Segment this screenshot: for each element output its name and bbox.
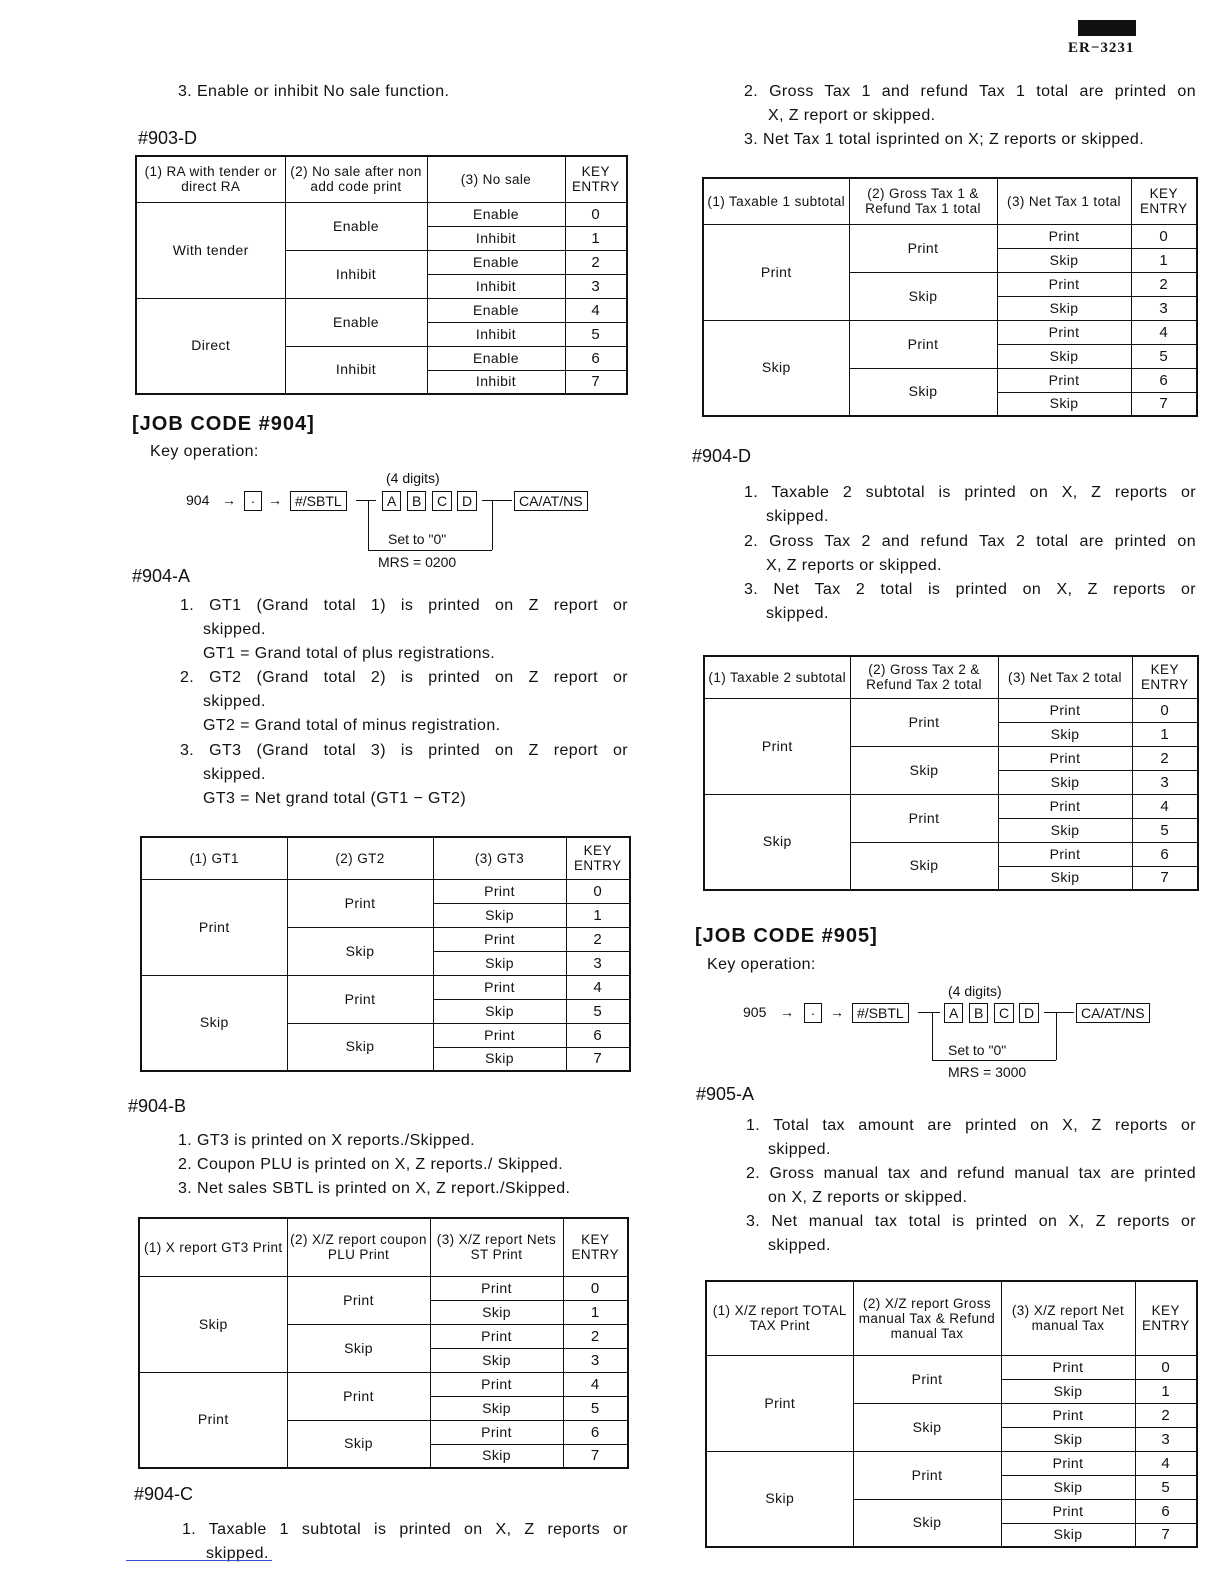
sbtl-key: #/SBTL (852, 1003, 909, 1023)
key-entry: 0 (1132, 698, 1198, 722)
key-entry: 1 (1131, 248, 1197, 272)
cell: Print (997, 224, 1131, 248)
col-header-2: (2) X/Z report Gross manual Tax & Refund manual Tax (853, 1281, 1001, 1355)
item-905a-1-cont: skipped. (768, 1141, 831, 1158)
col-header-3: (3) Net Tax 2 total (998, 656, 1132, 698)
cell: Skip (703, 320, 849, 416)
digits-label: (4 digits) (386, 470, 440, 486)
col-header-key: KEY ENTRY (565, 156, 627, 202)
cell: Print (853, 1451, 1001, 1499)
cell: Print (287, 975, 433, 1023)
cell: Print (430, 1324, 563, 1348)
item-904a-3-note: GT3 = Net grand total (GT1 − GT2) (203, 790, 467, 807)
connector-line (492, 500, 493, 550)
cell: Print (1001, 1403, 1135, 1427)
cell: Skip (433, 1047, 566, 1071)
arrow-icon: → (780, 1004, 794, 1020)
cell: Print (998, 794, 1132, 818)
col-header-3: (3) X/Z report Nets ST Print (430, 1218, 563, 1276)
key-entry: 7 (563, 1444, 628, 1468)
section-title-905a: #905-A (696, 1084, 755, 1104)
key-entry: 2 (566, 927, 630, 951)
mrs-label: MRS = 0200 (378, 554, 457, 570)
cell: Skip (997, 248, 1131, 272)
key-entry: 5 (563, 1396, 628, 1420)
cell: Skip (997, 392, 1131, 416)
cell: Skip (998, 866, 1132, 890)
cell: Skip (998, 770, 1132, 794)
cell: Print (997, 368, 1131, 392)
item-904d-1-cont: skipped. (766, 508, 829, 525)
set-to-zero-label: Set to "0" (388, 531, 447, 547)
item-904d-1: 1. Taxable 2 subtotal is printed on X, Z reports or (744, 484, 1196, 501)
cell: Print (706, 1355, 853, 1451)
cell: Print (850, 794, 998, 842)
cell: Print (849, 224, 997, 272)
cell: Print (1001, 1499, 1135, 1523)
col-header-1: (1) X/Z report TOTAL TAX Print (706, 1281, 853, 1355)
cell: Skip (850, 746, 998, 794)
item-905a-2: 2. Gross manual tax and refund manual tax are printed (746, 1165, 1196, 1182)
cell: Skip (287, 1023, 433, 1071)
item-903-3: 3. Enable or inhibit No sale function. (178, 83, 450, 100)
cell: Skip (706, 1451, 853, 1547)
key-entry: 1 (563, 1300, 628, 1324)
item-904a-2-note: GT2 = Grand total of minus registration. (203, 717, 501, 734)
cell: Skip (433, 903, 566, 927)
col-header-key: KEY ENTRY (1131, 178, 1197, 224)
cell: Skip (430, 1348, 563, 1372)
digit-c-key: C (432, 491, 452, 511)
job-code-904-title: [JOB CODE #904] (132, 413, 315, 435)
section-title-904c: #904-C (134, 1484, 194, 1504)
col-header-1: (1) GT1 (141, 837, 287, 879)
connector-line (1044, 1012, 1074, 1013)
ca-at-ns-key: CA/AT/NS (514, 491, 588, 511)
section-title-903d: #903-D (138, 128, 198, 148)
key-entry: 6 (1131, 368, 1197, 392)
cell: Skip (433, 999, 566, 1023)
cell: Skip (997, 296, 1131, 320)
key-entry: 5 (1132, 818, 1198, 842)
cell: Print (287, 1276, 430, 1324)
item-904a-1: 1. GT1 (Grand total 1) is printed on Z report or (180, 597, 628, 614)
cell: Skip (853, 1499, 1001, 1547)
cell: Print (849, 320, 997, 368)
cell: Print (997, 272, 1131, 296)
col-header-2: (2) Gross Tax 1 & Refund Tax 1 total (849, 178, 997, 224)
cell: Skip (141, 975, 287, 1071)
connector-line (368, 500, 369, 550)
set-to-zero-label: Set to "0" (948, 1042, 1007, 1058)
cell: Print (430, 1276, 563, 1300)
cell: Inhibit (427, 322, 565, 346)
job-code-number: 905 (743, 1004, 767, 1020)
connector-line (932, 1060, 1056, 1061)
cell: Print (433, 1023, 566, 1047)
col-header-1: (1) X report GT3 Print (139, 1218, 287, 1276)
col-header-key: KEY ENTRY (566, 837, 630, 879)
cell: Skip (1001, 1475, 1135, 1499)
cell: Skip (433, 951, 566, 975)
digit-d-key: D (1019, 1003, 1039, 1023)
key-entry: 6 (565, 346, 627, 370)
footnote-rule (126, 1560, 272, 1561)
item-904d-3: 3. Net Tax 2 total is printed on X, Z reports or (744, 581, 1196, 598)
cell: Skip (287, 1324, 430, 1372)
cell: Enable (427, 346, 565, 370)
digit-d-key: D (457, 491, 477, 511)
cell: With tender (136, 202, 285, 298)
cell: Skip (997, 344, 1131, 368)
col-header-3: (3) GT3 (433, 837, 566, 879)
key-entry: 3 (1135, 1427, 1197, 1451)
model-number: ER−3231 (1068, 40, 1135, 56)
key-entry: 0 (565, 202, 627, 226)
cell: Enable (285, 202, 427, 250)
arrow-icon: → (222, 492, 236, 508)
key-entry: 1 (566, 903, 630, 927)
key-entry: 3 (565, 274, 627, 298)
cell: Print (433, 879, 566, 903)
cell: Inhibit (427, 226, 565, 250)
digit-b-key: B (407, 491, 426, 511)
cell: Print (703, 224, 849, 320)
mrs-label: MRS = 3000 (948, 1064, 1027, 1080)
key-operation-label: Key operation: (150, 443, 259, 460)
key-entry: 7 (1135, 1523, 1197, 1547)
cell: Skip (287, 1420, 430, 1468)
arrow-icon: → (268, 492, 282, 508)
col-header-key: KEY ENTRY (1132, 656, 1198, 698)
item-904c-2: 2. Gross Tax 1 and refund Tax 1 total are printed on (744, 83, 1196, 100)
connector-line (1056, 1012, 1057, 1060)
key-entry: 6 (563, 1420, 628, 1444)
key-entry: 2 (565, 250, 627, 274)
cell: Print (433, 927, 566, 951)
connector-line (482, 500, 512, 501)
item-905a-1: 1. Total tax amount are printed on X, Z reports or (746, 1117, 1196, 1134)
connector-line (932, 1012, 933, 1060)
arrow-icon: → (830, 1004, 844, 1020)
key-entry: 0 (566, 879, 630, 903)
key-operation-label: Key operation: (707, 956, 816, 973)
digit-a-key: A (382, 491, 401, 511)
cell: Print (998, 746, 1132, 770)
key-entry: 0 (1131, 224, 1197, 248)
cell: Inhibit (427, 370, 565, 394)
key-entry: 6 (1132, 842, 1198, 866)
table-904a (140, 836, 631, 1072)
cell: Direct (136, 298, 285, 394)
key-entry: 5 (1131, 344, 1197, 368)
cell: Skip (139, 1276, 287, 1372)
col-header-2: (2) No sale after non add code print (285, 156, 427, 202)
key-entry: 4 (566, 975, 630, 999)
col-header-key: KEY ENTRY (563, 1218, 628, 1276)
cell: Skip (430, 1300, 563, 1324)
cell: Print (287, 879, 433, 927)
digit-a-key: A (944, 1003, 963, 1023)
col-header-2: (2) GT2 (287, 837, 433, 879)
item-904c-3: 3. Net Tax 1 total isprinted on X; Z reports or skipped. (744, 131, 1145, 148)
col-header-1: (1) Taxable 2 subtotal (704, 656, 850, 698)
key-entry: 1 (1135, 1379, 1197, 1403)
cell: Skip (853, 1403, 1001, 1451)
cell: Print (430, 1420, 563, 1444)
item-904d-2-cont: X, Z reports or skipped. (766, 557, 942, 574)
cell: Inhibit (285, 250, 427, 298)
key-entry: 4 (1131, 320, 1197, 344)
key-entry: 7 (566, 1047, 630, 1071)
cell: Print (998, 698, 1132, 722)
digit-b-key: B (969, 1003, 988, 1023)
cell: Print (1001, 1451, 1135, 1475)
cell: Print (853, 1355, 1001, 1403)
key-entry: 6 (1135, 1499, 1197, 1523)
item-904a-2: 2. GT2 (Grand total 2) is printed on Z report or (180, 669, 628, 686)
cell: Print (704, 698, 850, 794)
key-entry: 4 (1135, 1451, 1197, 1475)
cell: Skip (430, 1396, 563, 1420)
key-entry: 3 (563, 1348, 628, 1372)
item-904b-3: 3. Net sales SBTL is printed on X, Z report./Skipped. (178, 1180, 571, 1197)
digits-label: (4 digits) (948, 983, 1002, 999)
col-header-2: (2) X/Z report coupon PLU Print (287, 1218, 430, 1276)
key-entry: 7 (565, 370, 627, 394)
cell: Skip (430, 1444, 563, 1468)
cell: Print (998, 842, 1132, 866)
key-entry: 3 (1132, 770, 1198, 794)
cell: Skip (850, 842, 998, 890)
cell: Print (141, 879, 287, 975)
col-header-3: (3) X/Z report Net manual Tax (1001, 1281, 1135, 1355)
cell: Skip (287, 927, 433, 975)
item-905a-3-cont: skipped. (768, 1237, 831, 1254)
item-904a-1-cont: skipped. (203, 621, 266, 638)
connector-line (368, 550, 492, 551)
decimal-key: · (244, 491, 262, 511)
ca-at-ns-key: CA/AT/NS (1076, 1003, 1150, 1023)
key-entry: 2 (1132, 746, 1198, 770)
section-title-904b: #904-B (128, 1096, 187, 1116)
key-entry: 4 (565, 298, 627, 322)
cell: Print (430, 1372, 563, 1396)
key-entry: 3 (566, 951, 630, 975)
key-entry: 7 (1131, 392, 1197, 416)
key-entry: 6 (566, 1023, 630, 1047)
item-904a-3-cont: skipped. (203, 766, 266, 783)
key-entry: 2 (1131, 272, 1197, 296)
sbtl-key: #/SBTL (290, 491, 347, 511)
key-entry: 3 (1131, 296, 1197, 320)
key-entry: 5 (565, 322, 627, 346)
item-904b-2: 2. Coupon PLU is printed on X, Z reports./ Skipped. (178, 1156, 564, 1173)
table-903d (135, 155, 628, 395)
cell: Skip (998, 722, 1132, 746)
key-entry: 0 (563, 1276, 628, 1300)
section-title-904d: #904-D (692, 446, 752, 466)
cell: Enable (427, 298, 565, 322)
cell: Enable (427, 202, 565, 226)
key-entry: 5 (1135, 1475, 1197, 1499)
cell: Skip (1001, 1523, 1135, 1547)
cell: Enable (285, 298, 427, 346)
digit-c-key: C (994, 1003, 1014, 1023)
item-904c-1-cont: skipped. (206, 1545, 269, 1562)
item-904a-2-cont: skipped. (203, 693, 266, 710)
key-entry: 4 (563, 1372, 628, 1396)
cell: Inhibit (427, 274, 565, 298)
item-905a-2-cont: on X, Z reports or skipped. (768, 1189, 968, 1206)
col-header-3: (3) Net Tax 1 total (997, 178, 1131, 224)
cell: Print (1001, 1355, 1135, 1379)
cell: Print (850, 698, 998, 746)
key-entry: 7 (1132, 866, 1198, 890)
decimal-key: · (804, 1003, 822, 1023)
col-header-key: KEY ENTRY (1135, 1281, 1197, 1355)
item-904c-1: 1. Taxable 1 subtotal is printed on X, Z reports or (182, 1521, 628, 1538)
col-header-1: (1) RA with tender or direct RA (136, 156, 285, 202)
cell: Skip (704, 794, 850, 890)
item-905a-3: 3. Net manual tax total is printed on X, Z reports or (746, 1213, 1196, 1230)
col-header-3: (3) No sale (427, 156, 565, 202)
cell: Skip (1001, 1379, 1135, 1403)
cell: Inhibit (285, 346, 427, 394)
cell: Print (287, 1372, 430, 1420)
table-904b (138, 1217, 629, 1469)
item-904d-2: 2. Gross Tax 2 and refund Tax 2 total are printed on (744, 533, 1196, 550)
key-entry: 4 (1132, 794, 1198, 818)
cell: Skip (1001, 1427, 1135, 1451)
cell: Print (139, 1372, 287, 1468)
table-905a (705, 1280, 1198, 1548)
key-entry: 2 (563, 1324, 628, 1348)
col-header-2: (2) Gross Tax 2 & Refund Tax 2 total (850, 656, 998, 698)
connector-line (356, 500, 376, 501)
key-entry: 0 (1135, 1355, 1197, 1379)
item-904a-3: 3. GT3 (Grand total 3) is printed on Z report or (180, 742, 628, 759)
table-904c (702, 177, 1198, 417)
job-code-905-title: [JOB CODE #905] (695, 925, 878, 947)
table-904d (703, 655, 1199, 891)
connector-line (918, 1012, 940, 1013)
section-title-904a: #904-A (132, 566, 191, 586)
key-entry: 1 (1132, 722, 1198, 746)
key-entry: 5 (566, 999, 630, 1023)
item-904d-3-cont: skipped. (766, 605, 829, 622)
cell: Enable (427, 250, 565, 274)
item-904a-1-note: GT1 = Grand total of plus registrations. (203, 645, 496, 662)
cell: Print (433, 975, 566, 999)
key-entry: 2 (1135, 1403, 1197, 1427)
cell: Skip (849, 272, 997, 320)
job-code-number: 904 (186, 492, 210, 508)
cell: Print (997, 320, 1131, 344)
key-entry: 1 (565, 226, 627, 250)
item-904b-1: 1. GT3 is printed on X reports./Skipped. (178, 1132, 476, 1149)
item-904c-2-cont: X, Z report or skipped. (768, 107, 936, 124)
cell: Skip (849, 368, 997, 416)
header-logo-block (1078, 20, 1136, 36)
col-header-1: (1) Taxable 1 subtotal (703, 178, 849, 224)
cell: Skip (998, 818, 1132, 842)
